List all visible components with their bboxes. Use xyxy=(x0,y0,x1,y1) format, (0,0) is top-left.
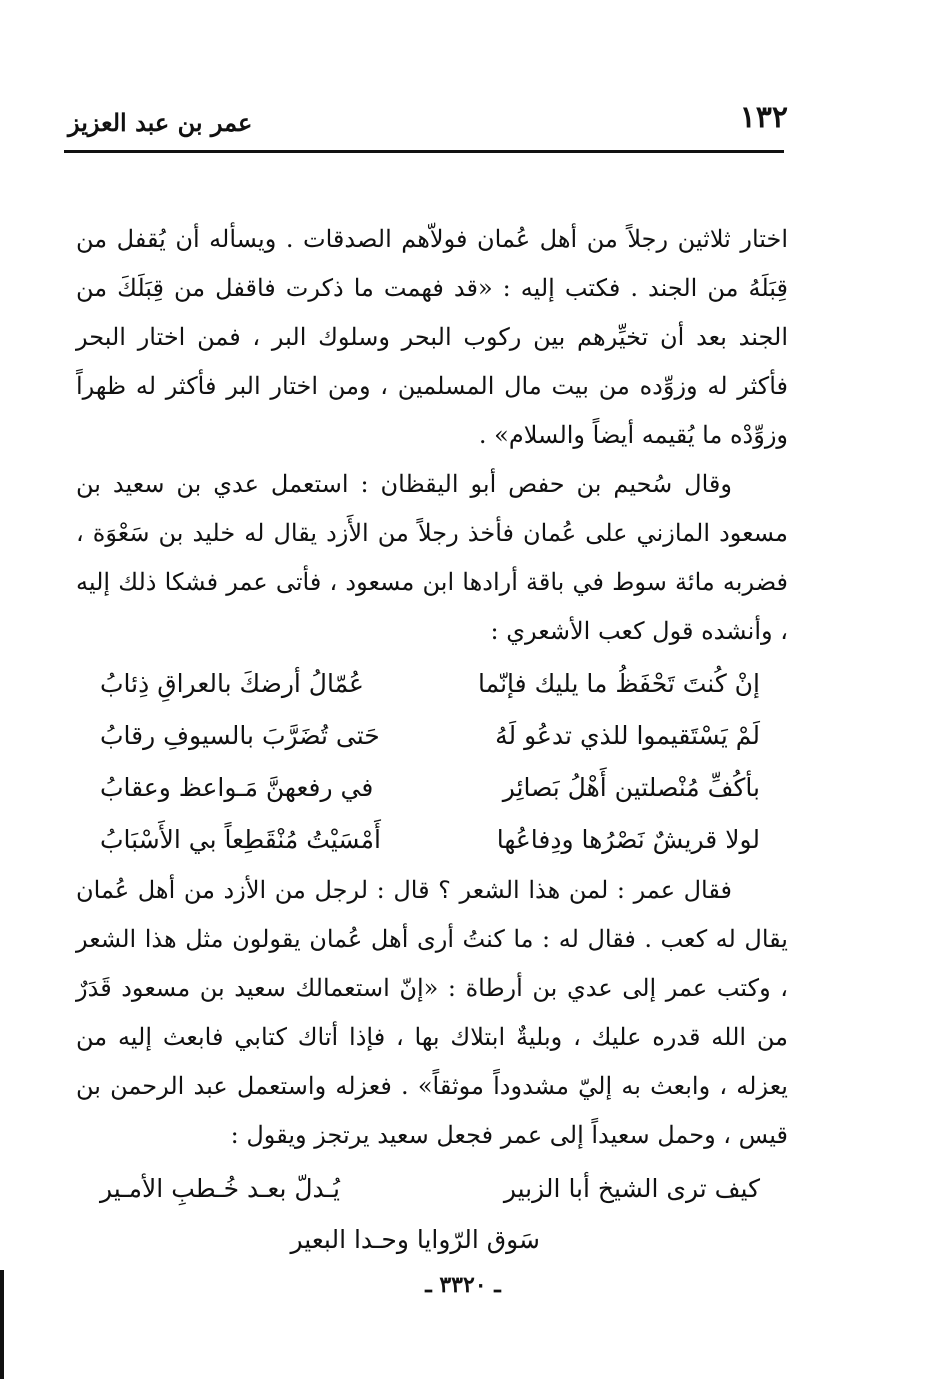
verse-first-half: بأكُفِّ مُنْصلتين أَهْلُ بَصائِر xyxy=(502,773,760,802)
poem-verse xyxy=(100,814,760,866)
header-rule xyxy=(64,150,784,153)
page-header xyxy=(68,96,788,152)
verse-second-half: في رفعهنَّ مَـواعظ وعقابُ xyxy=(100,773,374,802)
page-footer-code: ـ ٣٣٢٠ ـ xyxy=(425,1272,501,1298)
verse-second-half: حَتى تُضَرَّبَ بالسيوفِ رقابُ xyxy=(100,721,380,750)
running-title: عمر بن عبد العزيز xyxy=(68,108,253,137)
verse-second-half: أَمْسَيْتُ مُنْقَطِعاً بي الأَسْبَابُ xyxy=(100,825,381,854)
page-body xyxy=(76,215,788,1266)
poem-kaab xyxy=(100,658,760,866)
poem-verse xyxy=(100,658,760,710)
poem-rajaz xyxy=(100,1164,760,1266)
scan-edge-line xyxy=(0,1270,4,1379)
verse-first-half: كيف ترى الشيخ أبا الزبير xyxy=(503,1174,760,1203)
page-number: ١٣٢ xyxy=(739,100,788,135)
poem-verse-final: سَوق الرّوايا وحـدا البعير xyxy=(290,1225,540,1254)
verse-second-half: يُـدلّ بعـد خُـطبِ الأمـير xyxy=(100,1174,340,1203)
poem-verse xyxy=(100,710,760,762)
paragraph: وقال سُحيم بن حفص أبو اليقظان : استعمل عدي بن سعيد بن مسعود المازني على عُمان فأخذ رجلاً من الأَزد يقال له خليد بن سَعْوَة ، فضربه مائة سوط في باقة أرادها ابن مسعود ، فأتى عمر فشكا ذلك إليه ، وأنشده قول كعب الأشعري : xyxy=(76,470,788,645)
verse-first-half: لَمْ يَسْتَقيموا للذي تدعُو لَهُ xyxy=(495,721,760,750)
verse-first-half: إنْ كُنتَ تَحْفَظُ ما يليك فإنّما xyxy=(478,669,760,698)
verse-first-half: لولا قريشٌ نَصْرُها ودِفاعُها xyxy=(496,825,760,854)
poem-verse xyxy=(100,762,760,814)
poem-verse xyxy=(100,1164,760,1214)
paragraph: اختار ثلاثين رجلاً من أهل عُمان فولاّهم الصدقات . ويسأله أن يُقفل من قِبَلَهُ من الجند . فكتب إليه : «قد فهمت ما ذكرت فاقفل من قِبَلَكَ من الجند بعد أن تخيِّرهم بين ركوب البحر وسلوك البر ، فمن اختار البحر فأكثر له وزوِّده من بيت مال المسلمين ، ومن اختار البر فأكثر له ظهراً وزوِّدْه ما يُقيمه أيضاً والسلام» . xyxy=(76,225,789,449)
verse-second-half: عُمّالُ أرضكَ بالعراقِ ذِئابُ xyxy=(100,669,364,698)
paragraph: فقال عمر : لمن هذا الشعر ؟ قال : لرجل من الأزد من أهل عُمان يقال له كعب . فقال له : ما كنتُ أرى أهل عُمان يقولون مثل هذا الشعر ، وكتب عمر إلى عدي بن أرطاة : «إنّ استعمالك سعيد بن مسعود قَدَرٌ من الله قدره عليك ، وبليةٌ ابتلاك بها ، فإذا أتاك كتابي فابعث إليه من يعزله ، وابعث به إليّ مشدوداً موثقاً» . فعزله واستعمل عبد الرحمن بن قيس ، وحمل سعيداً إلى عمر فجعل سعيد يرتجز ويقول : xyxy=(76,876,788,1149)
